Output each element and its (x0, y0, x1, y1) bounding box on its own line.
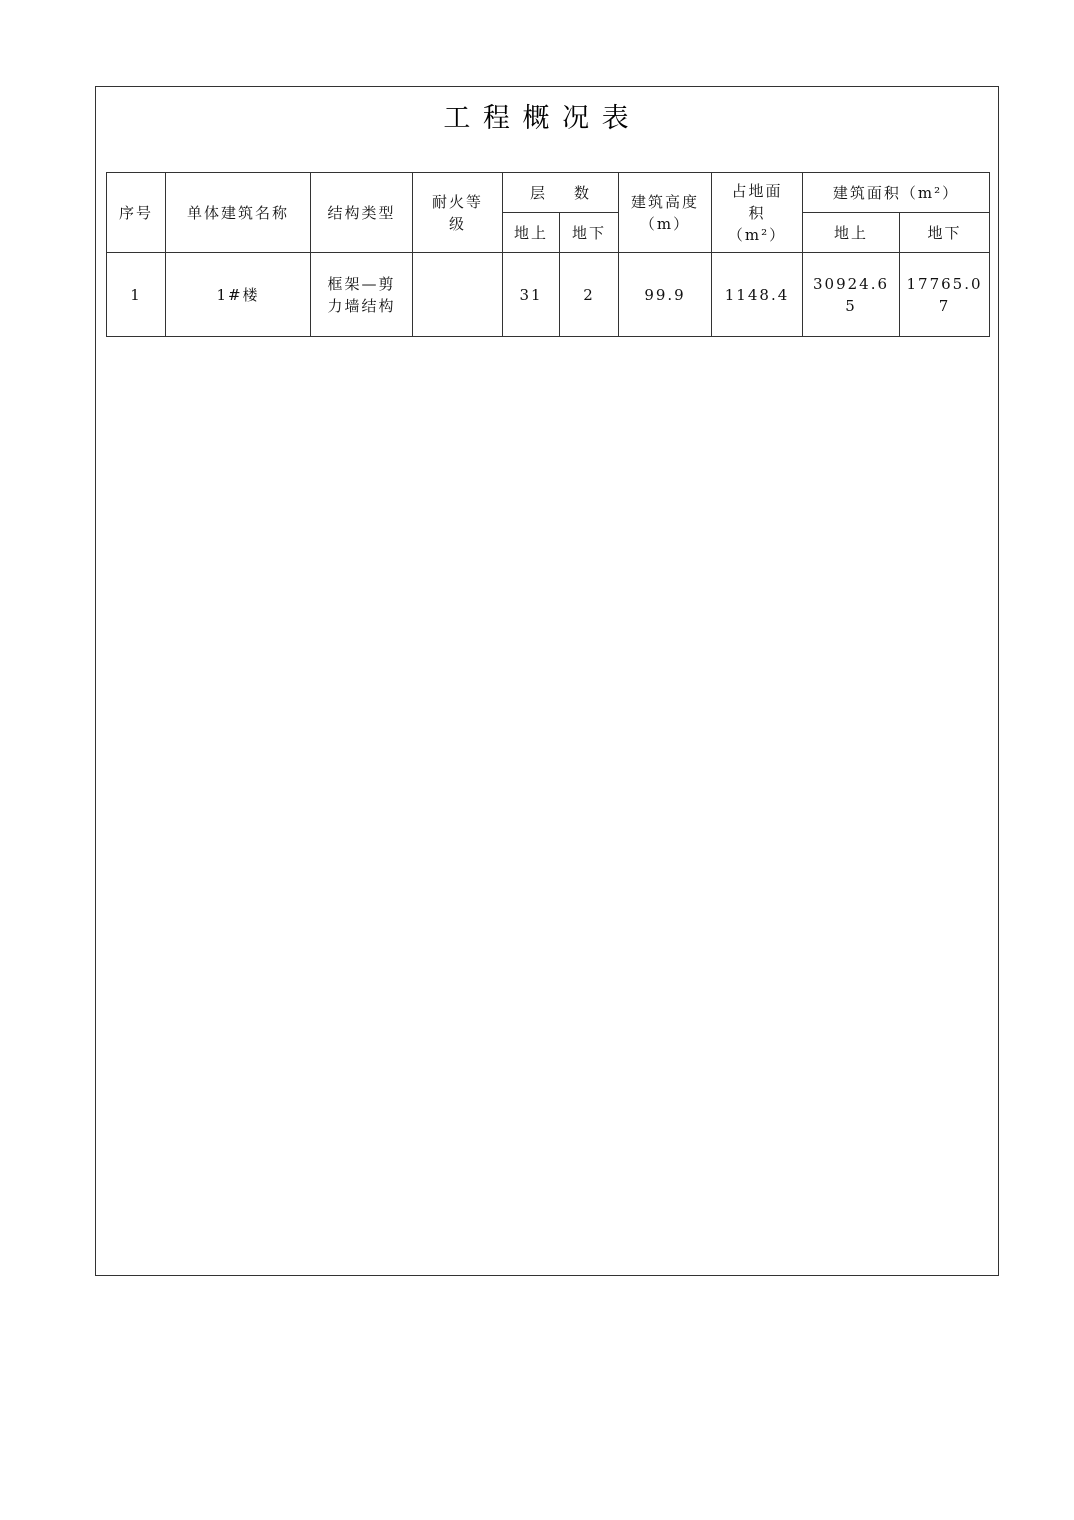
cell-height: 99.9 (619, 253, 712, 337)
table-row (107, 253, 990, 337)
header-floors: 层 数 (503, 173, 619, 213)
cell-index: 1 (107, 253, 166, 337)
header-area-below: 地下 (900, 213, 990, 253)
cell-building-name: 1#楼 (166, 253, 311, 337)
header-building-area: 建筑面积（m²） (803, 173, 990, 213)
header-land-area: 占地面积（m²） (712, 173, 803, 253)
page-title: 工 程 概 况 表 (443, 103, 631, 134)
header-area-above: 地上 (803, 213, 900, 253)
project-overview-table (106, 172, 990, 337)
header-floors-below: 地下 (560, 213, 619, 253)
header-structure-type: 结构类型 (311, 173, 413, 253)
header-height: 建筑高度（m） (619, 173, 712, 253)
header-fire-rating: 耐火等级 (413, 173, 503, 253)
cell-fire-rating (413, 253, 503, 337)
header-row-1 (107, 173, 990, 213)
cell-floors-below: 2 (560, 253, 619, 337)
header-index: 序号 (107, 173, 166, 253)
cell-land-area: 1148.4 (712, 253, 803, 337)
header-building-name: 单体建筑名称 (166, 173, 311, 253)
cell-structure-type: 框架—剪力墙结构 (311, 253, 413, 337)
cell-area-above: 30924.65 (803, 253, 900, 337)
cell-area-below: 17765.07 (900, 253, 990, 337)
cell-floors-above: 31 (503, 253, 560, 337)
header-floors-above: 地上 (503, 213, 560, 253)
